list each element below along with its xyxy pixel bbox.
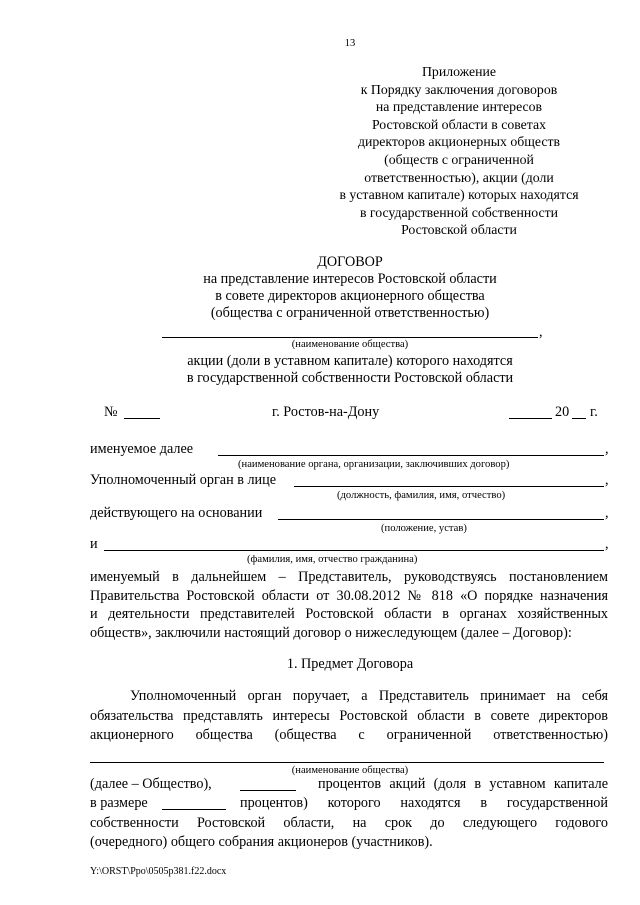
line-a-post: процентов акций (доля в уставном капитале xyxy=(318,776,608,792)
appendix-line: Приложение xyxy=(421,64,497,79)
appendix-line: в государственной собственности xyxy=(359,204,559,220)
section-paragraph xyxy=(90,707,608,744)
organization-caption: (наименование органа, организации, заключивших договор) xyxy=(238,459,510,470)
comma: , xyxy=(605,536,609,552)
title-line: на представление интересов Ростовской области xyxy=(203,271,497,287)
named-label: именуемое далее xyxy=(90,441,194,457)
comma: , xyxy=(605,472,609,488)
section-para-line: акционерного общества (общества с ограниченной ответственностью) xyxy=(90,726,608,743)
contract-heading: ДОГОВОР xyxy=(317,254,383,270)
page-number: 13 xyxy=(344,38,356,49)
date-blank xyxy=(509,418,552,419)
basis-label: действующего на основании xyxy=(90,505,263,521)
section-tail xyxy=(90,814,608,851)
authorized-person-caption: (должность, фамилия, имя, отчество) xyxy=(337,490,506,501)
line-b-pre: в размере xyxy=(90,795,148,811)
year-prefix: 20 xyxy=(555,404,570,420)
company-name-blank xyxy=(90,762,604,763)
line-b-post: процентов) которого находятся в государственной xyxy=(240,795,608,811)
line-a-pre: (далее – Общество), xyxy=(90,776,212,792)
and-label: и xyxy=(90,536,98,552)
size-percent-blank xyxy=(162,809,226,810)
preamble-line: и деятельности представителей Ростовской области в органах хозяйственных xyxy=(90,606,608,623)
appendix-line: на представление интересов xyxy=(375,99,543,115)
number-sign: № xyxy=(104,404,118,420)
comma: , xyxy=(605,505,609,521)
section-tail-line: (очередного) общего собрания акционеров (участников). xyxy=(90,833,433,850)
appendix-line: к Порядку заключения договоров xyxy=(360,81,558,97)
citizen-name-blank xyxy=(104,550,604,551)
company-name-caption: (наименование общества) xyxy=(291,339,409,350)
section-para-line: обязательства представлять интересы Ростовской области в совете директоров xyxy=(90,708,608,724)
title-line: (общества с ограниченной ответственностью) xyxy=(210,305,490,321)
year-suffix: г. xyxy=(590,404,598,420)
preamble-paragraph xyxy=(90,568,608,642)
authorized-person-blank xyxy=(294,486,604,487)
citizen-name-caption: (фамилия, имя, отчество гражданина) xyxy=(247,554,418,565)
company-name-caption: (наименование общества) xyxy=(291,765,409,776)
year-blank xyxy=(572,418,586,419)
section-heading: 1. Предмет Договора xyxy=(286,656,414,672)
comma: , xyxy=(605,441,609,457)
appendix-line: в уставном капитале) которых находятся xyxy=(339,187,579,203)
appendix-line: ответственностью), акции (доли xyxy=(364,169,554,185)
appendix-line: директоров акционерных обществ xyxy=(357,134,561,150)
section-para-line: Уполномоченный орган поручает, а Представитель принимает на себя xyxy=(130,688,608,704)
appendix-line: Ростовской области в советах xyxy=(371,116,547,132)
preamble-line: именуемый в дальнейшем – Представитель, руководствуясь постановлением xyxy=(90,569,608,585)
title-tail-line: в государственной собственности Ростовской области xyxy=(186,370,514,386)
preamble-line: обществ», заключили настоящий договор о нижеследующем (далее – Договор): xyxy=(90,624,572,641)
title-line: в совете директоров акционерного общества xyxy=(215,288,485,304)
authorized-label: Уполномоченный орган в лице xyxy=(90,472,277,488)
appendix-line: (обществ с ограниченной xyxy=(384,151,534,167)
preamble-line: Правительства Ростовской области от 30.08.2012 № 818 «О порядке назначения xyxy=(90,587,608,604)
appendix-block xyxy=(300,63,618,239)
file-path-footer: Y:\ORST\Ppo\0505p381.f22.docx xyxy=(90,866,227,877)
number-blank xyxy=(124,418,160,419)
comma: , xyxy=(539,324,543,340)
company-name-blank xyxy=(162,337,538,338)
city-label: г. Ростов-на-Дону xyxy=(272,404,380,420)
appendix-line: Ростовской области xyxy=(401,222,517,238)
basis-caption: (положение, устав) xyxy=(381,523,467,534)
section-tail-line: собственности Ростовской области, на срок до следующего годового xyxy=(90,815,608,831)
organization-blank xyxy=(218,455,604,456)
basis-blank xyxy=(278,519,604,520)
title-tail-line: акции (доли в уставном капитале) которого находятся xyxy=(187,353,513,369)
shares-percent-blank xyxy=(240,790,296,791)
